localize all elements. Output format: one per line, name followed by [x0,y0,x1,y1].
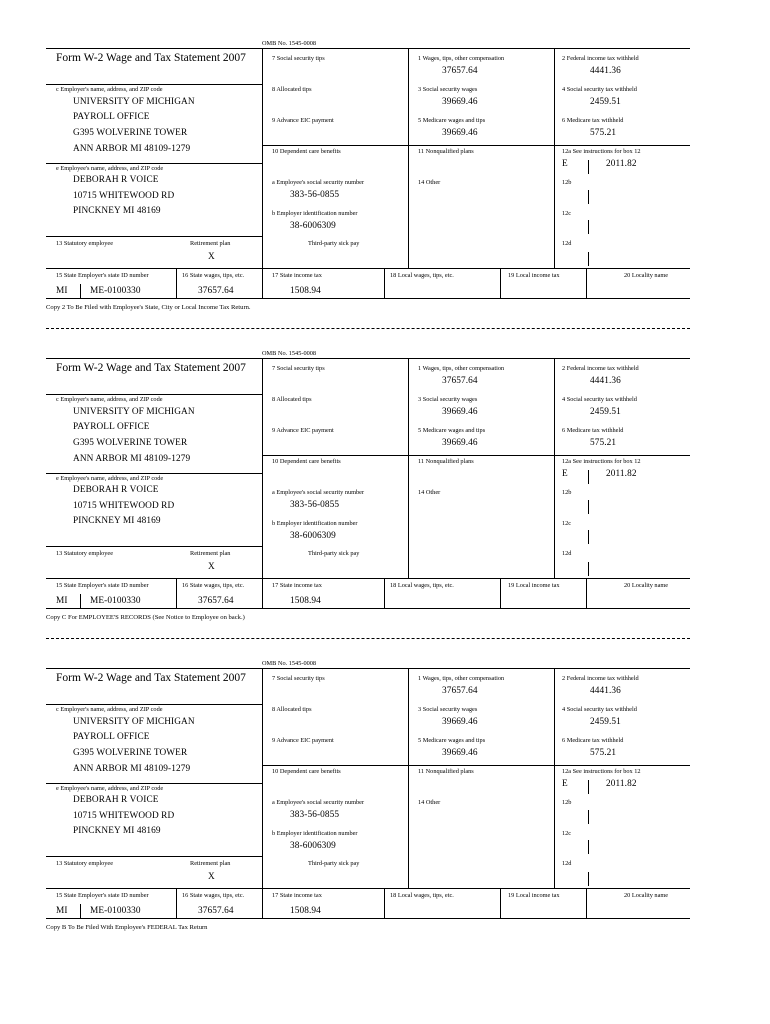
title-underline [46,704,262,705]
employer-label: c Employer's name, address, and ZIP code [56,86,163,93]
employer-name: UNIVERSITY OF MICHIGAN [73,407,195,417]
retirement-mark: X [208,872,215,882]
box12b-tick [588,190,589,204]
state-col-3 [384,578,385,608]
state-row-line [46,578,690,579]
box18-label: 18 Local wages, tips, etc. [390,892,454,899]
box12c-tick [588,840,589,854]
employer-name: UNIVERSITY OF MICHIGAN [73,717,195,727]
state-wages: 37657.64 [198,596,234,606]
employer-line2: PAYROLL OFFICE [73,732,150,742]
box17-label: 17 State income tax [272,272,322,279]
box4-value: 2459.51 [590,407,621,417]
form-bottom-border [46,298,690,299]
state-col-2 [262,578,263,608]
box11-label: 11 Nonqualified plans [418,458,474,465]
column-divider-1 [262,668,263,888]
box12a-code: E [562,779,568,789]
box16-label: 16 State wages, tips, etc. [182,582,245,589]
employee-line2: 10715 WHITEWOOD RD [73,501,175,511]
row-13-line [46,856,262,857]
box20-label: 20 Locality name [624,892,669,899]
state-id: ME-0100330 [90,596,141,606]
box10-label: 10 Dependent care benefits [272,768,341,775]
box6-value: 575.21 [590,128,617,138]
copy-footer: Copy B To Be Filed With Employee's FEDERAL Tax Return [46,924,208,931]
box12d-label: 12d [562,550,572,557]
box6-value: 575.21 [590,438,617,448]
box10-label: 10 Dependent care benefits [272,148,341,155]
box13-label: 13 Statutory employee [56,550,114,557]
box2-label: 2 Federal income tax withheld [562,55,639,62]
box2-label: 2 Federal income tax withheld [562,365,639,372]
employee-label: e Employee's name, address, and ZIP code [56,785,164,792]
box3-label: 3 Social security wages [418,706,478,713]
ein-label: b Employer identification number [272,210,358,217]
state-tax: 1508.94 [290,596,321,606]
box5-value: 39669.46 [442,748,478,758]
employee-line2: 10715 WHITEWOOD RD [73,191,175,201]
state-col-5 [586,578,587,608]
box12b-tick [588,500,589,514]
box12a-label: 12a See instructions for box 12 [562,768,641,775]
state-wages: 37657.64 [198,906,234,916]
box19-label: 19 Local income tax [508,582,560,589]
state-col-4 [500,888,501,918]
box12c-label: 12c [562,210,572,217]
ein-value: 38-6006309 [290,531,336,541]
w2-form-copy [0,350,770,620]
box14-label: 14 Other [418,489,441,496]
box12a-tick [588,160,589,174]
form-top-border [46,358,690,359]
box20-label: 20 Locality name [624,272,669,279]
box12c-tick [588,530,589,544]
ssn-label: a Employee's social security number [272,489,365,496]
ssn-value: 383-56-0855 [290,810,340,820]
box7-label: 7 Social security tips [272,675,325,682]
employer-employee-divider [46,783,262,784]
box4-value: 2459.51 [590,717,621,727]
state-wages: 37657.64 [198,286,234,296]
box1-value: 37657.64 [442,376,478,386]
title-underline [46,84,262,85]
box5-label: 5 Medicare wages and tips [418,117,486,124]
employee-name: DEBORAH R VOICE [73,485,159,495]
box12a-code: E [562,469,568,479]
box5-value: 39669.46 [442,128,478,138]
ssn-label: a Employee's social security number [272,179,365,186]
employer-line3: G395 WOLVERINE TOWER [73,438,188,448]
box19-label: 19 Local income tax [508,272,560,279]
retirement-label: Retirement plan [190,550,231,557]
box20-label: 20 Locality name [624,582,669,589]
employer-line3: G395 WOLVERINE TOWER [73,748,188,758]
box12b-tick [588,810,589,824]
thirdparty-label: Third-party sick pay [308,860,360,867]
box12b-label: 12b [562,179,572,186]
box12c-tick [588,220,589,234]
row-10-line [262,765,690,766]
box13-label: 13 Statutory employee [56,860,114,867]
box12a-label: 12a See instructions for box 12 [562,148,641,155]
box10-label: 10 Dependent care benefits [272,458,341,465]
ein-label: b Employer identification number [272,520,358,527]
cut-line-1 [46,328,690,329]
row-10-line [262,455,690,456]
employer-line4: ANN ARBOR MI 48109-1279 [73,144,191,154]
ssn-value: 383-56-0855 [290,190,340,200]
column-divider-3 [554,668,555,888]
employee-label: e Employee's name, address, and ZIP code [56,165,164,172]
state-col-1 [176,268,177,298]
form-top-border [46,668,690,669]
form-title: Form W-2 Wage and Tax Statement 2007 [56,362,246,374]
employer-employee-divider [46,163,262,164]
row-13-line [46,236,262,237]
column-divider-3 [554,358,555,578]
box16-label: 16 State wages, tips, etc. [182,892,245,899]
box15-label: 15 State Employer's state ID number [56,272,149,279]
thirdparty-label: Third-party sick pay [308,240,360,247]
box17-label: 17 State income tax [272,892,322,899]
box6-label: 6 Medicare tax withheld [562,737,624,744]
ssn-value: 383-56-0855 [290,500,340,510]
box2-value: 4441.36 [590,66,621,76]
employee-line3: PINCKNEY MI 48169 [73,516,161,526]
w2-form-copy [0,40,770,310]
box12c-label: 12c [562,830,572,837]
state-col-5 [586,268,587,298]
retirement-label: Retirement plan [190,240,231,247]
box4-label: 4 Social security tax withheld [562,706,637,713]
title-underline [46,394,262,395]
box9-label: 9 Advance EIC payment [272,117,334,124]
employer-line3: G395 WOLVERINE TOWER [73,128,188,138]
employee-name: DEBORAH R VOICE [73,175,159,185]
box6-label: 6 Medicare tax withheld [562,427,624,434]
state-tax: 1508.94 [290,286,321,296]
column-divider-3 [554,48,555,268]
retirement-label: Retirement plan [190,860,231,867]
box12a-label: 12a See instructions for box 12 [562,458,641,465]
column-divider-1 [262,358,263,578]
state-col-3 [384,268,385,298]
state-code: MI [56,286,68,296]
copy-footer: Copy 2 To Be Filed with Employee's State, City or Local Income Tax Return. [46,304,251,311]
state-col-3 [384,888,385,918]
employer-line4: ANN ARBOR MI 48109-1279 [73,454,191,464]
box14-label: 14 Other [418,179,441,186]
box17-label: 17 State income tax [272,582,322,589]
state-col-4 [500,578,501,608]
form-top-border [46,48,690,49]
column-divider-1 [262,48,263,268]
employer-label: c Employer's name, address, and ZIP code [56,706,163,713]
box12a-code: E [562,159,568,169]
box15-label: 15 State Employer's state ID number [56,892,149,899]
box16-label: 16 State wages, tips, etc. [182,272,245,279]
box5-label: 5 Medicare wages and tips [418,737,486,744]
box12d-tick [588,872,589,886]
box5-value: 39669.46 [442,438,478,448]
box3-value: 39669.46 [442,407,478,417]
box12d-tick [588,252,589,266]
box18-label: 18 Local wages, tips, etc. [390,582,454,589]
box9-label: 9 Advance EIC payment [272,737,334,744]
box18-label: 18 Local wages, tips, etc. [390,272,454,279]
row-13-line [46,546,262,547]
employee-line2: 10715 WHITEWOOD RD [73,811,175,821]
box12a-tick [588,780,589,794]
employer-name: UNIVERSITY OF MICHIGAN [73,97,195,107]
box12a-amount: 2011.82 [606,779,637,789]
employer-line2: PAYROLL OFFICE [73,112,150,122]
box8-label: 8 Allocated tips [272,396,312,403]
box1-value: 37657.64 [442,686,478,696]
box11-label: 11 Nonqualified plans [418,148,474,155]
state-col-4 [500,268,501,298]
cut-line-2 [46,638,690,639]
box7-label: 7 Social security tips [272,365,325,372]
state-tick [80,594,81,608]
employer-label: c Employer's name, address, and ZIP code [56,396,163,403]
box8-label: 8 Allocated tips [272,86,312,93]
thirdparty-label: Third-party sick pay [308,550,360,557]
box1-value: 37657.64 [442,66,478,76]
form-title: Form W-2 Wage and Tax Statement 2007 [56,52,246,64]
box12a-amount: 2011.82 [606,469,637,479]
box6-value: 575.21 [590,748,617,758]
ein-label: b Employer identification number [272,830,358,837]
state-col-2 [262,268,263,298]
box13-label: 13 Statutory employee [56,240,114,247]
form-title: Form W-2 Wage and Tax Statement 2007 [56,672,246,684]
w2-form-copy [0,660,770,930]
column-divider-2 [408,358,409,578]
box1-label: 1 Wages, tips, other compensation [418,365,505,372]
employer-line4: ANN ARBOR MI 48109-1279 [73,764,191,774]
state-tick [80,284,81,298]
box1-label: 1 Wages, tips, other compensation [418,55,505,62]
state-row-line [46,888,690,889]
state-row-line [46,268,690,269]
state-col-1 [176,888,177,918]
box4-label: 4 Social security tax withheld [562,86,637,93]
box19-label: 19 Local income tax [508,892,560,899]
box6-label: 6 Medicare tax withheld [562,117,624,124]
box12a-amount: 2011.82 [606,159,637,169]
state-col-2 [262,888,263,918]
box12a-tick [588,470,589,484]
box11-label: 11 Nonqualified plans [418,768,474,775]
box5-label: 5 Medicare wages and tips [418,427,486,434]
box2-value: 4441.36 [590,686,621,696]
box2-value: 4441.36 [590,376,621,386]
box12d-label: 12d [562,860,572,867]
box7-label: 7 Social security tips [272,55,325,62]
state-code: MI [56,596,68,606]
box1-label: 1 Wages, tips, other compensation [418,675,505,682]
box3-label: 3 Social security wages [418,86,478,93]
form-bottom-border [46,918,690,919]
box3-label: 3 Social security wages [418,396,478,403]
form-bottom-border [46,608,690,609]
omb-number: OMB No. 1545-0008 [262,660,317,667]
box12b-label: 12b [562,799,572,806]
ein-value: 38-6006309 [290,841,336,851]
employee-line3: PINCKNEY MI 48169 [73,206,161,216]
box4-label: 4 Social security tax withheld [562,396,637,403]
box15-label: 15 State Employer's state ID number [56,582,149,589]
state-code: MI [56,906,68,916]
retirement-mark: X [208,252,215,262]
employee-line3: PINCKNEY MI 48169 [73,826,161,836]
state-col-1 [176,578,177,608]
omb-number: OMB No. 1545-0008 [262,350,317,357]
ein-value: 38-6006309 [290,221,336,231]
ssn-label: a Employee's social security number [272,799,365,806]
copy-footer: Copy C For EMPLOYEE'S RECORDS (See Notice to Employee on back.) [46,614,245,621]
box8-label: 8 Allocated tips [272,706,312,713]
box3-value: 39669.46 [442,97,478,107]
employee-label: e Employee's name, address, and ZIP code [56,475,164,482]
employee-name: DEBORAH R VOICE [73,795,159,805]
state-id: ME-0100330 [90,906,141,916]
column-divider-2 [408,48,409,268]
box2-label: 2 Federal income tax withheld [562,675,639,682]
box9-label: 9 Advance EIC payment [272,427,334,434]
omb-number: OMB No. 1545-0008 [262,40,317,47]
employer-line2: PAYROLL OFFICE [73,422,150,432]
box3-value: 39669.46 [442,717,478,727]
state-tax: 1508.94 [290,906,321,916]
box12b-label: 12b [562,489,572,496]
box12c-label: 12c [562,520,572,527]
box12d-label: 12d [562,240,572,247]
box12d-tick [588,562,589,576]
row-10-line [262,145,690,146]
box14-label: 14 Other [418,799,441,806]
state-tick [80,904,81,918]
state-id: ME-0100330 [90,286,141,296]
employer-employee-divider [46,473,262,474]
state-col-5 [586,888,587,918]
column-divider-2 [408,668,409,888]
box4-value: 2459.51 [590,97,621,107]
retirement-mark: X [208,562,215,572]
